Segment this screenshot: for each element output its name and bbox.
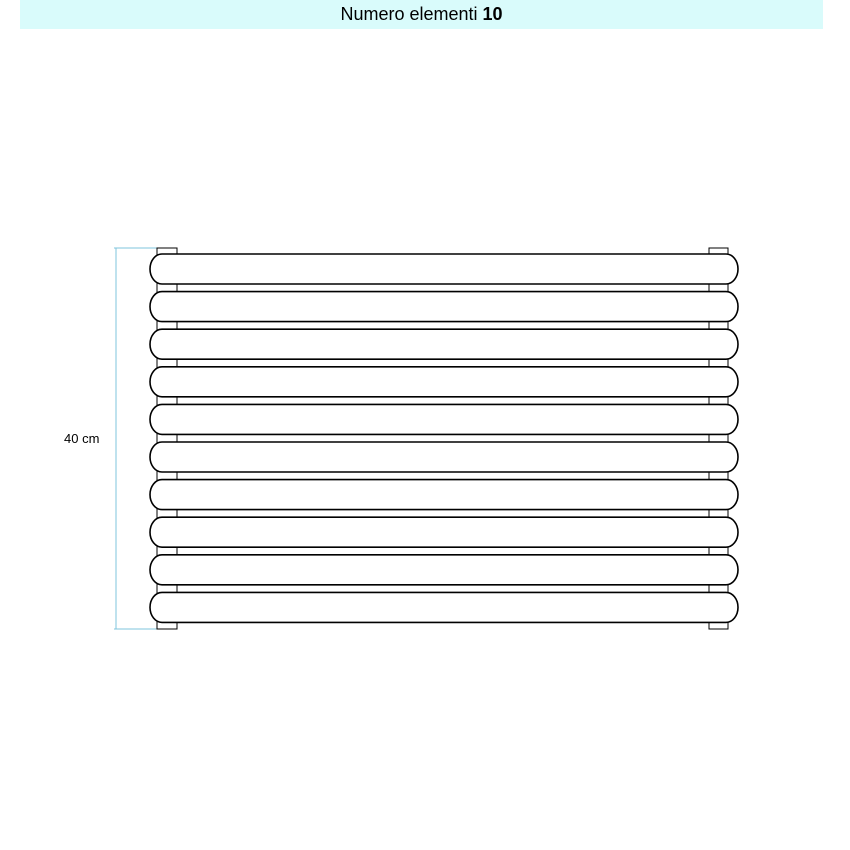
radiator-element: [150, 254, 738, 284]
radiator-element: [150, 555, 738, 585]
element-count-label: Numero elementi: [340, 4, 478, 24]
radiator-element: [150, 592, 738, 622]
radiator-element: [150, 404, 738, 434]
radiator-elements: [150, 254, 738, 622]
height-dimension: [64, 248, 158, 629]
radiator-element: [150, 329, 738, 359]
height-dimension-label: 40 cm: [64, 431, 100, 446]
radiator-element: [150, 442, 738, 472]
radiator-element: [150, 517, 738, 547]
radiator-element: [150, 367, 738, 397]
element-count-value: 10: [482, 4, 503, 24]
radiator-element: [150, 292, 738, 322]
radiator-element: [150, 480, 738, 510]
